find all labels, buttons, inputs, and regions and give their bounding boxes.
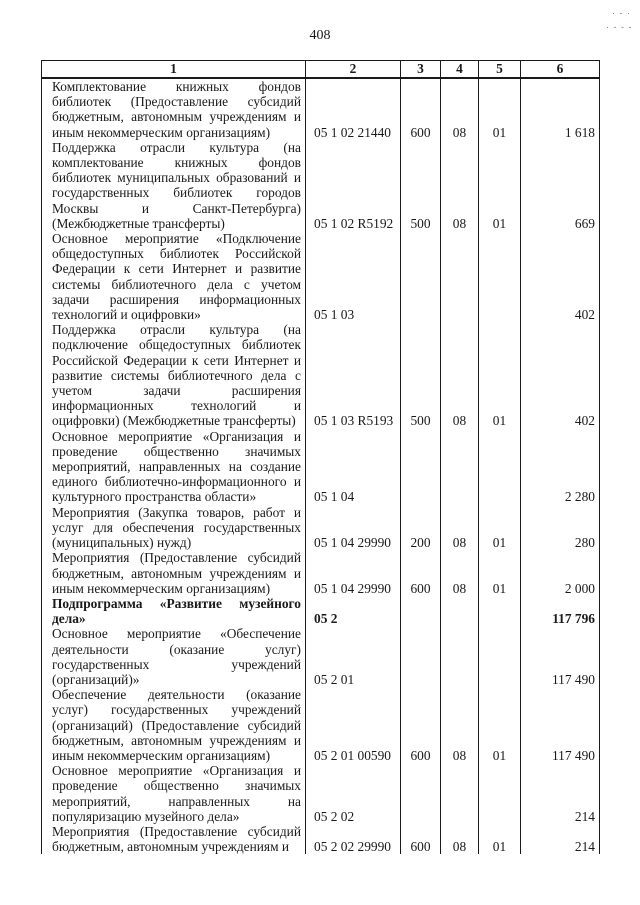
row-expense-type-cell: 500 [401, 322, 441, 428]
row-section-cell [441, 429, 479, 505]
row-amount-cell: 669 [521, 140, 600, 231]
table-row [42, 763, 600, 824]
row-code-cell: 05 1 02 R5192 [306, 140, 401, 231]
row-subsection-cell [479, 429, 521, 505]
row-subsection-cell [479, 231, 521, 322]
table-row [42, 505, 600, 551]
row-code-cell: 05 1 04 29990 [306, 550, 401, 596]
row-name-cell: Обеспечение деятельности (оказание услуг) государственных учреждений (организаций) (Предоставление субсидий бюджетным, автономным учреждениям и иным некоммерческим организациям) [42, 687, 306, 763]
row-amount-cell: 117 490 [521, 687, 600, 763]
row-subsection-cell [479, 626, 521, 687]
row-amount-cell: 214 [521, 824, 600, 854]
row-section-cell: 08 [441, 322, 479, 428]
row-section-cell [441, 596, 479, 626]
row-section-cell [441, 763, 479, 824]
row-amount-cell: 402 [521, 231, 600, 322]
row-code-cell: 05 2 02 [306, 763, 401, 824]
table-row [42, 550, 600, 596]
table-row [42, 140, 600, 231]
row-expense-type-cell [401, 763, 441, 824]
row-subsection-cell [479, 763, 521, 824]
row-amount-cell: 117 490 [521, 626, 600, 687]
row-name-cell: Основное мероприятие «Организация и проведение общественно значимых мероприятий, направленных на популяризацию музейного дела» [42, 763, 306, 824]
row-code-cell: 05 2 02 29990 [306, 824, 401, 854]
header-col-1: 1 [42, 61, 306, 79]
scan-artifact-mark: · - - - [606, 22, 633, 32]
row-subsection-cell: 01 [479, 505, 521, 551]
table-row [42, 626, 600, 687]
row-amount-cell: 214 [521, 763, 600, 824]
row-code-cell: 05 1 02 21440 [306, 78, 401, 140]
row-section-cell [441, 626, 479, 687]
row-name-cell: Подпрограмма «Развитие музейного дела» [42, 596, 306, 626]
header-col-2: 2 [306, 61, 401, 79]
row-subsection-cell: 01 [479, 140, 521, 231]
row-name-cell: Поддержка отрасли культура (на комплектование книжных фондов библиотек муниципальных образований и государственных библиотек городов Москвы и Санкт-Петербурга) (Межбюджетные трансферты) [42, 140, 306, 231]
row-name-cell: Основное мероприятие «Организация и проведение общественно значимых мероприятий, направленных на создание единого библиотечно-информационного и культурного пространства области» [42, 429, 306, 505]
row-section-cell: 08 [441, 78, 479, 140]
row-code-cell: 05 2 01 [306, 626, 401, 687]
row-code-cell: 05 1 03 R5193 [306, 322, 401, 428]
row-expense-type-cell [401, 231, 441, 322]
table-body [42, 78, 600, 854]
row-section-cell: 08 [441, 505, 479, 551]
row-code-cell: 05 1 04 29990 [306, 505, 401, 551]
row-section-cell: 08 [441, 687, 479, 763]
table-header-row [42, 61, 600, 79]
row-expense-type-cell [401, 429, 441, 505]
table-row [42, 596, 600, 626]
row-expense-type-cell: 200 [401, 505, 441, 551]
row-section-cell: 08 [441, 550, 479, 596]
row-expense-type-cell: 600 [401, 824, 441, 854]
row-subsection-cell: 01 [479, 78, 521, 140]
row-expense-type-cell: 500 [401, 140, 441, 231]
row-subsection-cell: 01 [479, 550, 521, 596]
table-row [42, 78, 600, 140]
table-row [42, 231, 600, 322]
row-expense-type-cell: 600 [401, 78, 441, 140]
row-code-cell: 05 2 [306, 596, 401, 626]
budget-table [41, 60, 600, 854]
row-name-cell: Поддержка отрасли культура (на подключение общедоступных библиотек Российской Федерации к сети Интернет и развитие системы библиотечного дела с учетом задачи расширения информационных технологий и оцифровки) (Межбюджетные трансферты) [42, 322, 306, 428]
row-name-cell: Мероприятия (Предоставление субсидий бюджетным, автономным учреждениям и [42, 824, 306, 854]
row-expense-type-cell [401, 596, 441, 626]
row-section-cell [441, 231, 479, 322]
row-subsection-cell: 01 [479, 687, 521, 763]
row-subsection-cell [479, 596, 521, 626]
scan-artifact-mark: · - · [612, 8, 631, 18]
page-number: 408 [309, 28, 331, 43]
row-amount-cell: 1 618 [521, 78, 600, 140]
row-amount-cell: 2 280 [521, 429, 600, 505]
header-col-5: 5 [479, 61, 521, 79]
row-name-cell: Комплектование книжных фондов библиотек (Предоставление субсидий бюджетным, автономным учреждениям и иным некоммерческим организациям) [42, 78, 306, 140]
row-section-cell: 08 [441, 140, 479, 231]
row-code-cell: 05 2 01 00590 [306, 687, 401, 763]
header-col-4: 4 [441, 61, 479, 79]
row-amount-cell: 402 [521, 322, 600, 428]
row-amount-cell: 280 [521, 505, 600, 551]
row-amount-cell: 2 000 [521, 550, 600, 596]
header-col-6: 6 [521, 61, 600, 79]
table-row [42, 322, 600, 428]
table-row [42, 824, 600, 854]
row-name-cell: Мероприятия (Закупка товаров, работ и услуг для обеспечения государственных (муниципальных) нужд) [42, 505, 306, 551]
row-subsection-cell: 01 [479, 322, 521, 428]
row-amount-cell: 117 796 [521, 596, 600, 626]
row-expense-type-cell [401, 626, 441, 687]
row-name-cell: Мероприятия (Предоставление субсидий бюджетным, автономным учреждениям и иным некоммерческим организациям) [42, 550, 306, 596]
row-subsection-cell: 01 [479, 824, 521, 854]
row-expense-type-cell: 600 [401, 687, 441, 763]
header-col-3: 3 [401, 61, 441, 79]
row-code-cell: 05 1 04 [306, 429, 401, 505]
row-name-cell: Основное мероприятие «Подключение общедоступных библиотек Российской Федерации к сети Интернет и развитие системы библиотечного дела с учетом задачи расширения информационных технологий и оцифровки» [42, 231, 306, 322]
row-expense-type-cell: 600 [401, 550, 441, 596]
row-code-cell: 05 1 03 [306, 231, 401, 322]
table-row [42, 429, 600, 505]
row-section-cell: 08 [441, 824, 479, 854]
row-name-cell: Основное мероприятие «Обеспечение деятельности (оказание услуг) государственных учреждений (организаций)» [42, 626, 306, 687]
table-row [42, 687, 600, 763]
